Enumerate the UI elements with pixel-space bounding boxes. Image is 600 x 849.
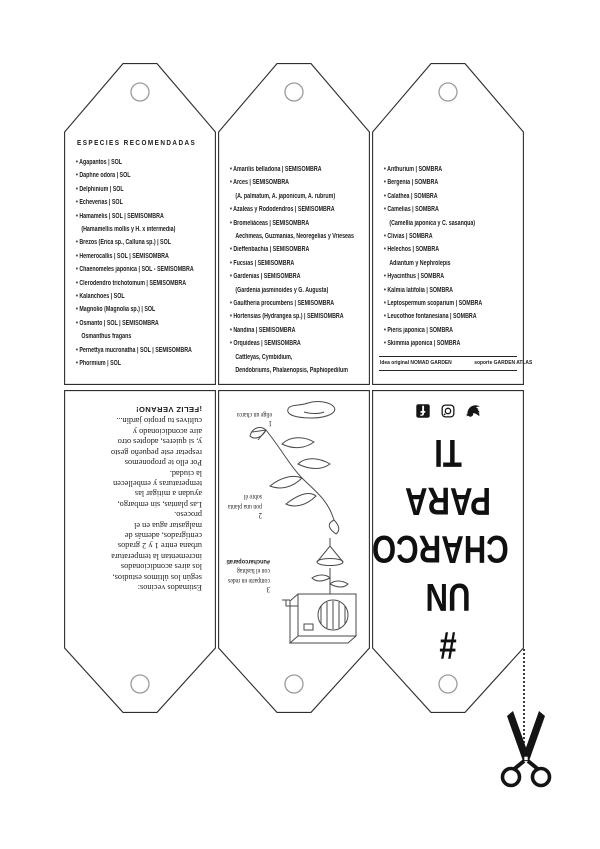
species-line: • Echeverias | SOL — [76, 199, 123, 207]
species-list-title: ESPECIES RECOMENDADAS — [77, 138, 197, 147]
letter-closing: ¡FELIZ VERANO! — [135, 405, 202, 415]
credit-idea: Idea original NOMAD GARDEN — [380, 360, 452, 366]
species-line: • Calathea | SOMBRA — [384, 192, 438, 200]
species-line: • Dieffenbachia | SEMISOMBRA — [230, 246, 310, 254]
text-line: centígrados, además de — [124, 530, 202, 540]
text-line: respetar este pequeño gesto — [111, 447, 202, 457]
step-number: 3 — [266, 585, 270, 594]
species-sub-line: Aechmeas, Guzmanias, Neoregelias y Vrieseas — [235, 233, 354, 241]
text-line: los aires acondicionados — [120, 562, 202, 572]
step-text-line: elige un charco — [236, 410, 272, 418]
text-line: CHARCO — [371, 527, 509, 570]
species-line: • Daphne odora | SOL — [76, 172, 131, 180]
step-hashtag: #uncharcoparati — [226, 557, 270, 565]
species-line: • Bromeliáceas | SEMISOMBRA — [230, 219, 310, 227]
text-line: proceso. — [174, 510, 202, 520]
text-line: TI — [434, 431, 462, 474]
species-list-sol — [76, 156, 212, 371]
step-text-line: sobre él — [243, 493, 262, 501]
step-text-line: pon una planta — [227, 502, 262, 510]
species-line: • Brezos (Erica sp., Calluna sp.) | SOL — [76, 239, 171, 247]
species-sub-line: Cattleyas, Cymbidium, — [235, 353, 293, 361]
species-line: • Osmanto | SOL | SEMISOMBRA — [76, 319, 159, 327]
species-line: • Leptospermum scoparium | SOMBRA — [384, 300, 483, 308]
species-line: • Hyacinthus | SOMBRA — [384, 273, 445, 281]
text-line: # — [439, 623, 457, 666]
text-line: Por ello te proponemos — [124, 458, 202, 468]
species-sub-line: (Camellia japonica y C. sasanqua) — [389, 219, 476, 227]
rotated-content — [64, 390, 216, 648]
text-line: según los últimos estudios, — [112, 572, 202, 582]
species-sub-line: (Hamamellis mollis y H. x intermedia) — [81, 226, 176, 234]
text-line: y, si quieres, adoptes otro — [117, 437, 202, 447]
social-icons-row — [372, 404, 524, 418]
species-sub-line: Dendobriums, Phalaenopsis, Paphiopedilum — [235, 367, 348, 375]
tag-front-semisombra — [218, 63, 370, 385]
species-list-semisombra — [230, 163, 366, 378]
tag-back-letter — [64, 390, 216, 713]
species-line: • Fucsias | SEMISOMBRA — [230, 259, 295, 267]
species-line: • Kalmia latifolia | SOMBRA — [384, 286, 453, 294]
species-line: • Helechos | SOMBRA — [384, 246, 440, 254]
species-line: • Agapantos | SOL — [76, 159, 123, 166]
species-line: • Hamamelis | SOL | SEMISOMBRA — [76, 212, 164, 220]
text-line: UN — [425, 575, 471, 618]
species-line: • Hemerocallis | SOL | SEMISOMBRA — [76, 252, 169, 260]
species-line: • Delphinium | SOL — [76, 185, 124, 193]
species-line: • Azaleas y Rododendros | SEMISOMBRA — [230, 206, 335, 214]
plant-illustration — [247, 424, 362, 536]
species-line: • Leucothoe fontanesiana | SOMBRA — [384, 313, 477, 321]
species-line: • Phormium | SOL — [76, 360, 122, 368]
tag-front-sol — [64, 63, 216, 385]
tag-back-steps — [218, 390, 370, 713]
species-line: • Gardenias | SEMISOMBRA — [230, 273, 301, 281]
rotated-content — [372, 390, 524, 688]
facebook-icon — [416, 404, 430, 418]
text-line: cultives tu propio jardín... — [116, 416, 202, 426]
step-1 — [230, 409, 272, 428]
step-text-line: con el hashtag — [236, 567, 270, 575]
species-sub-line: Osmanthus fragans — [81, 333, 132, 341]
credit-line — [379, 356, 533, 371]
scissors-icon — [497, 710, 555, 790]
species-line: • Clerodendro trichotomum | SEMISOMBRA — [76, 279, 187, 287]
text-line: PARA — [404, 479, 492, 522]
species-line: • Hortensias (Hydrangea sp.) | SEMISOMBRA — [230, 313, 344, 321]
species-line: • Camelias | SOMBRA — [384, 206, 439, 214]
species-line: • Amarilis belladona | SEMISOMBRA — [230, 166, 322, 173]
species-sub-line: Adiantum y Nephrolepis — [389, 259, 451, 267]
step-3 — [219, 556, 270, 594]
text-line: la ciudad. — [169, 468, 202, 478]
text-line: urbana entre 1 y 2 grados — [117, 541, 202, 551]
air-conditioner-illustration — [282, 534, 360, 646]
species-line: • Chaenomeles japonica | SOL - SEMISOMBRA — [76, 266, 194, 274]
campaign-hashtag-text — [372, 428, 524, 668]
text-line: incrementan la temperatura — [111, 551, 202, 561]
species-line: • Magnolio (Magnolia sp.) | SOL — [76, 306, 156, 314]
species-list-sombra — [384, 163, 520, 351]
species-line: • Anthurium | SOMBRA — [384, 166, 443, 173]
tag-back-campaign — [372, 390, 524, 713]
step-2 — [222, 492, 262, 520]
twitter-icon — [466, 404, 480, 418]
text-line: ayudan a mitigar las — [134, 489, 202, 499]
text-line: Estimados vecinos: — [137, 583, 202, 592]
species-line: • Bergenia | SOMBRA — [384, 179, 439, 187]
text-line: temperaturas y embellecen — [113, 478, 202, 488]
species-line: • Nandina | SEMISOMBRA — [230, 326, 296, 334]
species-line: • Clivias | SOMBRA — [384, 233, 433, 241]
species-line: • Kalanchoes | SOL — [76, 293, 125, 301]
species-sub-line: (Gardenia jasminoides y G. Augusta) — [235, 286, 329, 294]
species-line: • Arces | SEMISOMBRA — [230, 179, 290, 187]
instagram-icon — [441, 404, 455, 418]
species-line: • Gaultheria procumbens | SEMISOMBRA — [230, 300, 335, 308]
species-line: • Orquídeas | SEMISOMBRA — [230, 340, 301, 348]
rotated-content — [218, 390, 370, 648]
species-line: • Pernettya mucronatha | SOL | SEMISOMBRA — [76, 346, 192, 354]
species-line: • Pieris japonica | SOMBRA — [384, 326, 453, 334]
step-text-line: comparte en redes — [227, 576, 270, 584]
step-number: 2 — [258, 511, 262, 520]
neighbours-letter — [64, 404, 216, 648]
text-line: Las plantas, sin embargo, — [117, 499, 202, 509]
step-number: 1 — [268, 419, 272, 428]
species-line: • Skimmia japonica | SOMBRA — [384, 340, 461, 348]
text-line: aire acondicionado y — [132, 426, 202, 436]
puddle-illustration — [284, 399, 340, 421]
text-line: malgastar agua en el — [134, 520, 202, 530]
tag-front-sombra — [372, 63, 533, 385]
species-sub-line: (A. palmatum, A. japonicum, A. rubrum) — [235, 192, 336, 200]
credit-support: soporte GARDEN ATLAS — [474, 360, 533, 366]
